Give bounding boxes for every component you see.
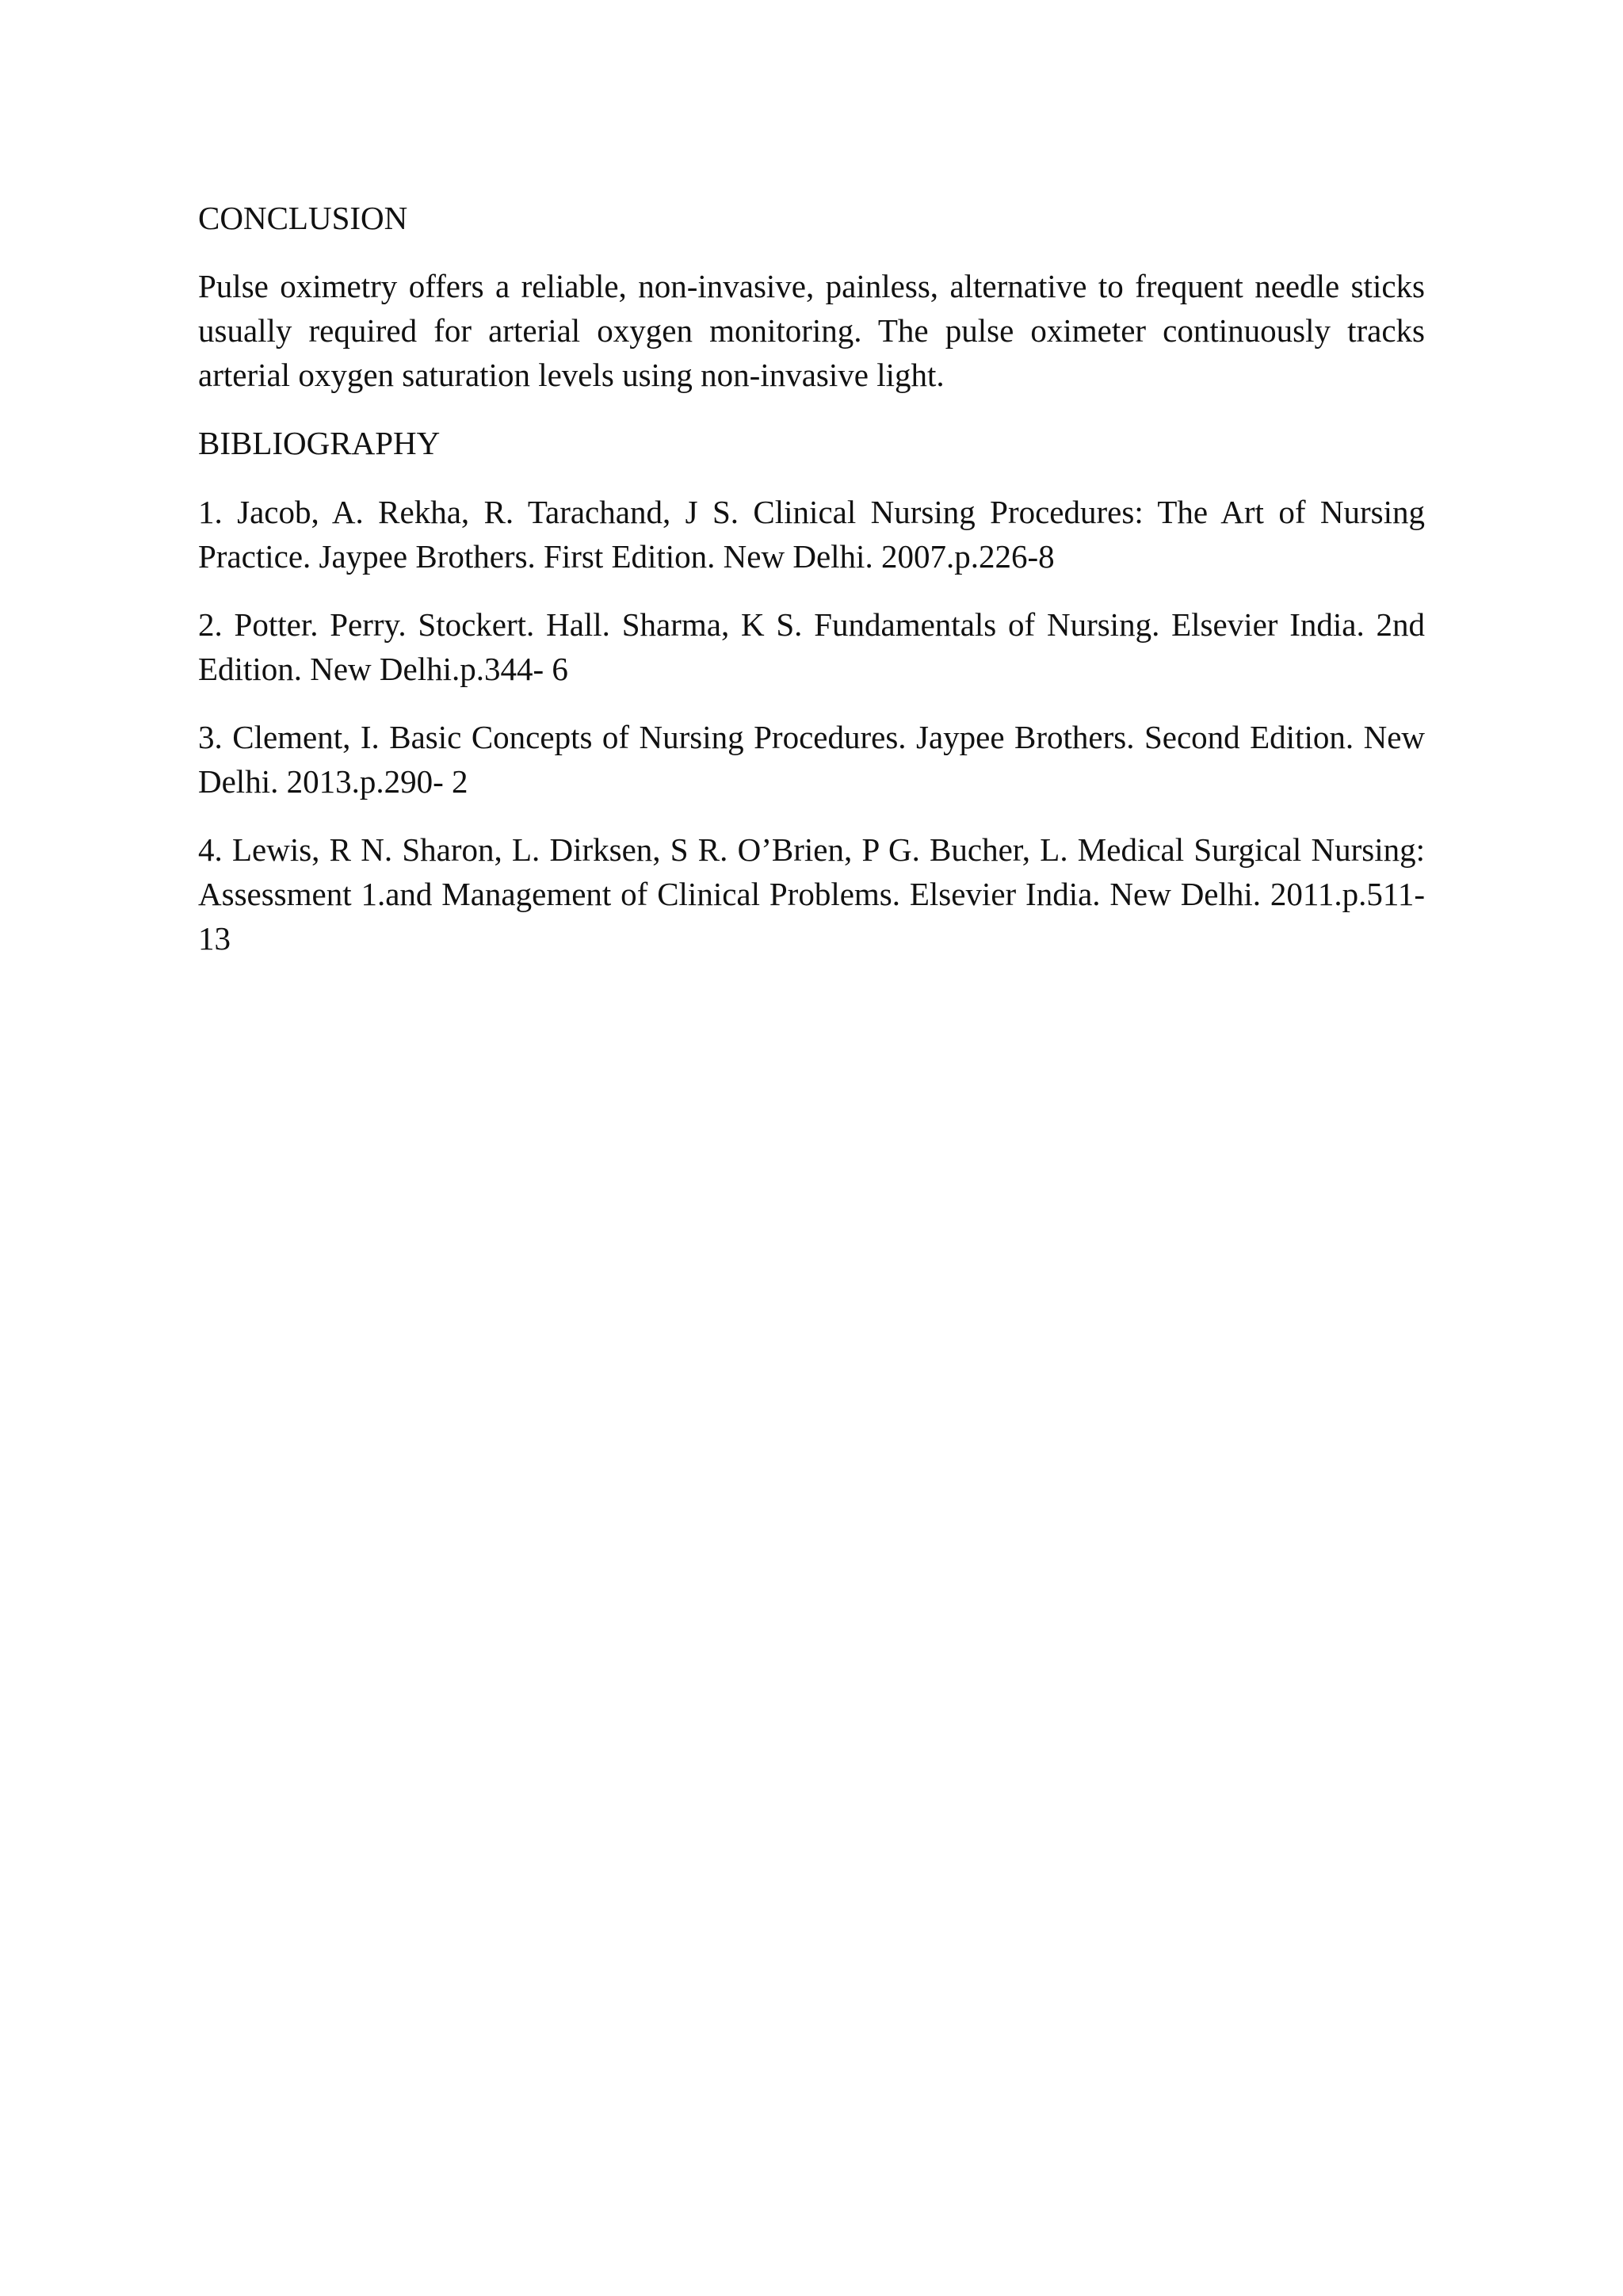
document-page bbox=[198, 196, 1425, 984]
bibliography-heading: BIBLIOGRAPHY bbox=[198, 425, 441, 461]
conclusion-heading: CONCLUSION bbox=[198, 200, 408, 236]
bibliography-reference-4: 4. Lewis, R N. Sharon, L. Dirksen, S R. O’Brien, P G. Bucher, L. Medical Surgical Nursing: Assessment 1.and Management of Clinical Problems. Elsevier India. New Delhi. 2011.p.511-13 bbox=[198, 831, 1425, 957]
conclusion-paragraph: Pulse oximetry offers a reliable, non-invasive, painless, alternative to frequent needle sticks usually required for arterial oxygen monitoring. The pulse oximeter continuously tracks arterial oxygen saturation levels using non-invasive light. bbox=[198, 268, 1425, 393]
bibliography-reference-1: 1. Jacob, A. Rekha, R. Tarachand, J S. Clinical Nursing Procedures: The Art of Nursing Practice. Jaypee Brothers. First Edition. New Delhi. 2007.p.226-8 bbox=[198, 494, 1425, 575]
bibliography-reference-3: 3. Clement, I. Basic Concepts of Nursing Procedures. Jaypee Brothers. Second Edition. New Delhi. 2013.p.290- 2 bbox=[198, 719, 1425, 800]
bibliography-reference-2: 2. Potter. Perry. Stockert. Hall. Sharma, K S. Fundamentals of Nursing. Elsevier India. 2nd Edition. New Delhi.p.344- 6 bbox=[198, 606, 1425, 687]
